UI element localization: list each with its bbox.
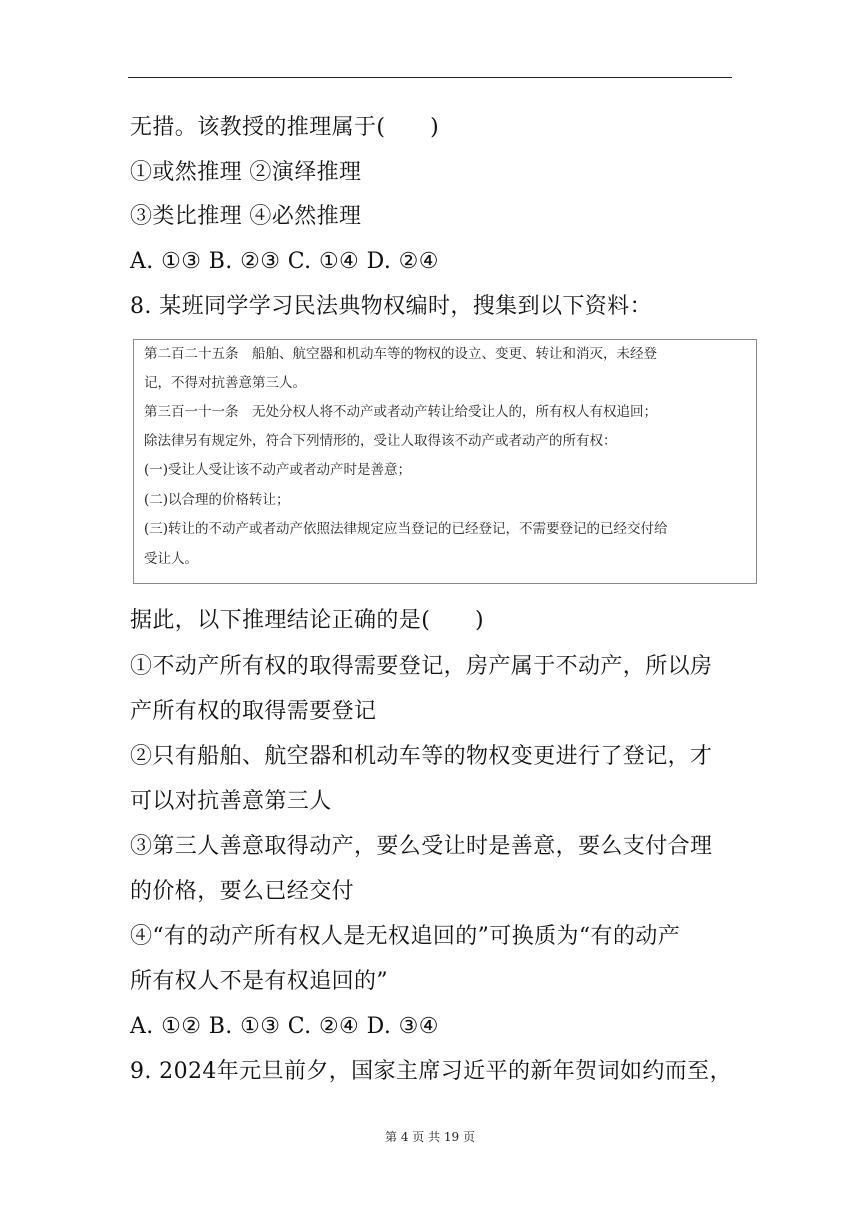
q7-stem-tail: 无措。该教授的推理属于( )	[130, 115, 440, 140]
q7-options-line-2: ③类比推理 ④必然推理	[130, 204, 362, 229]
q8-stem: 8. 某班同学学习民法典物权编时，搜集到以下资料：	[130, 294, 652, 319]
header-rule	[128, 77, 732, 78]
q8-question: 据此，以下推理结论正确的是( )	[130, 608, 484, 633]
excerpt-line: 记，不得对抗善意第三人。	[144, 375, 306, 391]
excerpt-line: 受让人。	[144, 551, 198, 567]
excerpt-line: (二)以合理的价格转让；	[144, 492, 290, 508]
q8-option-line: ③第三人善意取得动产，要么受让时是善意，要么支付合理	[130, 834, 713, 859]
q8-answer-choices: A. ①② B. ①③ C. ②④ D. ③④	[130, 1014, 439, 1039]
q8-option-line: ①不动产所有权的取得需要登记，房产属于不动产，所以房	[130, 654, 713, 679]
excerpt-line: (一)受让人受让该不动产或者动产时是善意；	[144, 462, 412, 478]
civil-code-excerpt-box	[133, 339, 757, 584]
q7-answer-choices: A. ①③ B. ②③ C. ①④ D. ②④	[130, 249, 439, 274]
q8-option-line: 所有权人不是有权追回的”	[130, 969, 389, 994]
q8-option-line: ④“有的动产所有权人是无权追回的”可换质为“有的动产	[130, 924, 681, 949]
page-footer: 第 4 页 共 19 页	[385, 1130, 475, 1144]
q7-options-line-1: ①或然推理 ②演绎推理	[130, 160, 362, 185]
q8-option-line: 产所有权的取得需要登记	[130, 699, 377, 724]
excerpt-line: 第二百二十五条 船舶、航空器和机动车等的物权的设立、变更、转让和消灭，未经登	[144, 346, 657, 362]
q9-stem: 9. 2024年元旦前夕，国家主席习近平的新年贺词如约而至，	[130, 1059, 732, 1084]
excerpt-line: (三)转让的不动产或者动产依照法律规定应当登记的已经登记，不需要登记的已经交付给	[144, 521, 668, 537]
q8-option-line: 的价格，要么已经交付	[130, 879, 355, 904]
excerpt-line: 第三百一十一条 无处分权人将不动产或者动产转让给受让人的，所有权人有权追回；	[144, 404, 657, 420]
q8-option-line: 可以对抗善意第三人	[130, 789, 332, 814]
excerpt-line: 除法律另有规定外，符合下列情形的，受让人取得该不动产或者动产的所有权：	[144, 433, 617, 449]
q8-option-line: ②只有船舶、航空器和机动车等的物权变更进行了登记，才	[130, 744, 713, 769]
